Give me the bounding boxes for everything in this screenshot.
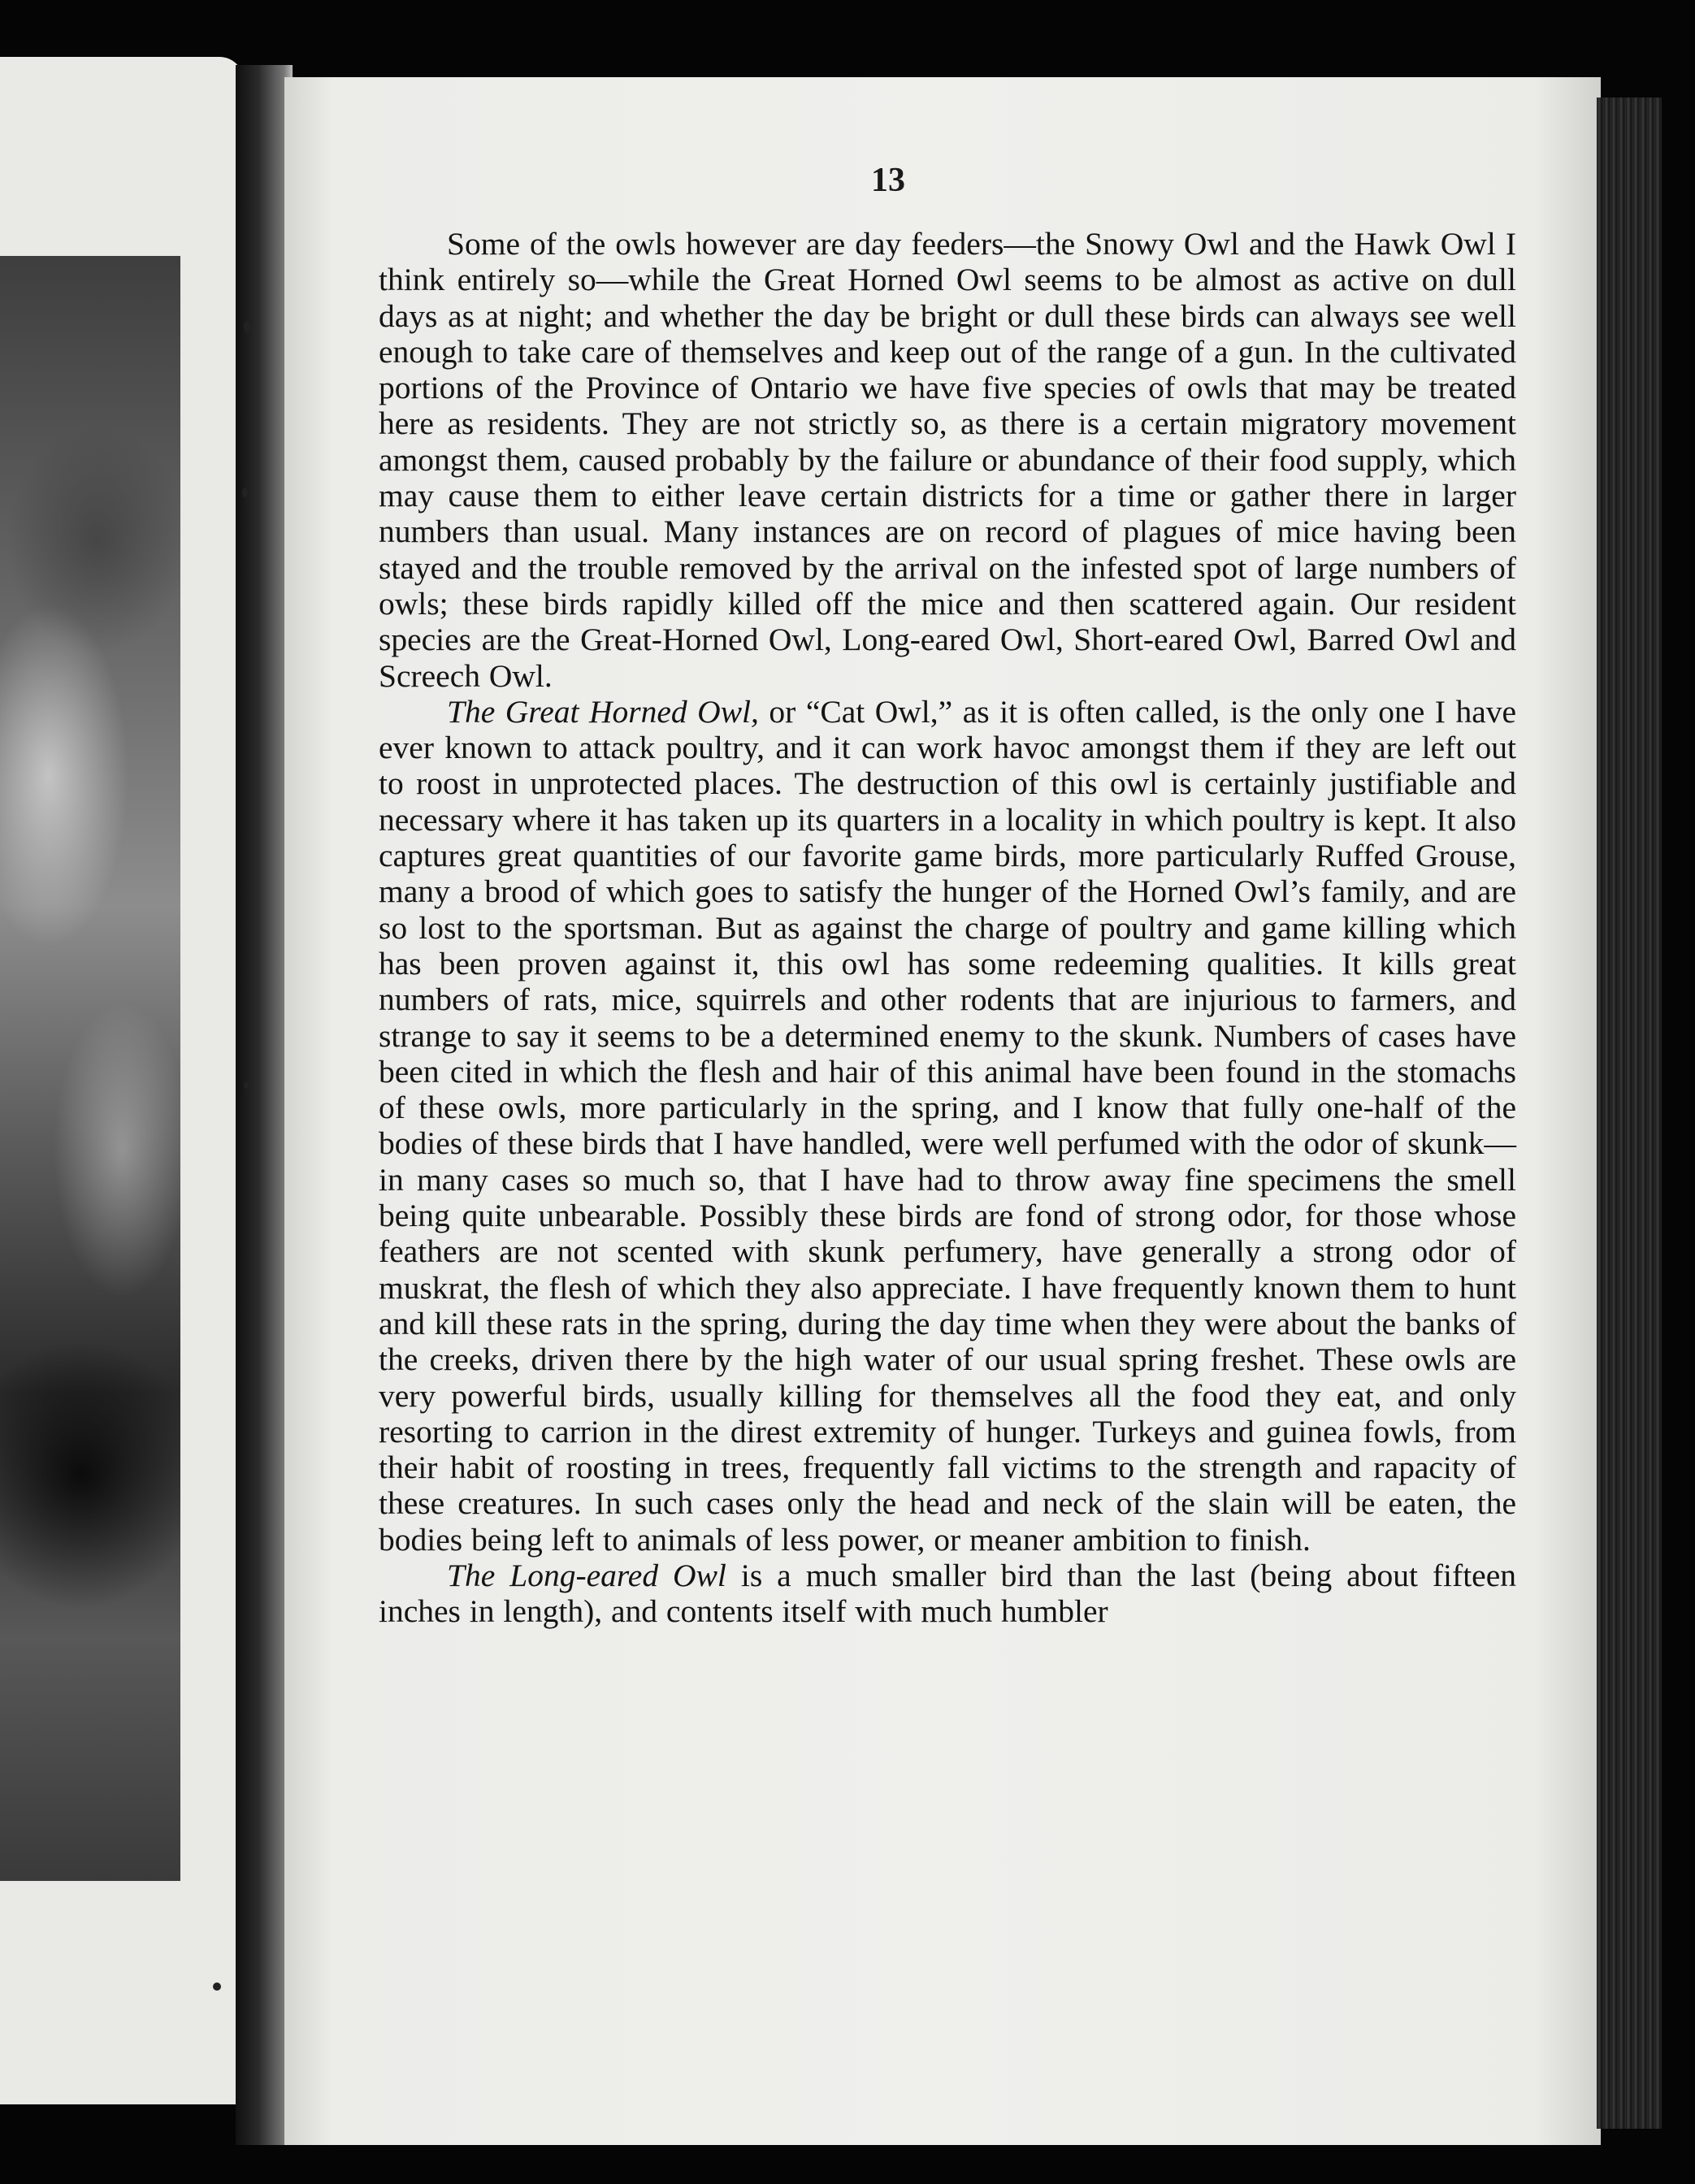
body-text	[379, 226, 1516, 1630]
scan-speck	[244, 1082, 249, 1089]
page-number: 13	[871, 162, 905, 199]
paragraph-2-text: or “Cat Owl,” as it is often called, is the only one I have ever known to attack poultry, and it can work havoc amongst them if they are left out to roost in unprotected places. The destruction of this owl is certainly justifiable and necessary where it has taken up its quarters in a locality in which poultry is kept. It also captures great quantities of our favorite game birds, more particularly Ruffed Grouse, many a brood of which goes to satisfy the hunger of the Horned Owl’s family, and are so lost to the sportsman. But as against the charge of poultry and game killing which has been proven against it, this owl has some redeeming qualities. It kills great numbers of rats, mice, squirrels and other rodents that are injurious to farmers, and strange to say it seems to be a determined enemy to the skunk. Numbers of cases have been cited in which the flesh and hair of this animal have been found in the stomachs of these owls, more particularly in the spring, and I know that fully one-half of the bodies of these birds that I have handled, were well perfumed with the odor of skunk—in many cases so much so, that I have had to throw away fine specimens the smell being quite unbearable. Possibly these birds are fond of strong odor, for those whose feathers are not scented with skunk perfumery, have generally a strong odor of muskrat, the flesh of which they also appreciate. I have frequently known them to hunt and kill these rats in the spring, during the day time when they were about the banks of the creeks, driven there by the high water of our usual spring freshet. These owls are very powerful birds, usually killing for themselves all the food they eat, and only resorting to carrion in the direst extremity of hunger. Turkeys and guinea fowls, from their habit of roosting in trees, frequently fall victims to the strength and rapacity of these creatures. In such cases only the head and neck of the slain will be eaten, the bodies being left to animals of less power, or meaner ambition to finish.	[379, 693, 1517, 1558]
scan-speck	[242, 488, 248, 497]
paragraph-3	[379, 1558, 1516, 1630]
scan-speck	[244, 321, 250, 332]
scan-speck	[213, 1982, 221, 1991]
photograph-plate	[0, 256, 180, 1881]
paragraph-1-text: Some of the owls however are day feeders—the Snowy Owl and the Hawk Owl I think entirely so—while the Great Horned Owl seems to be almost as active on dull days as at night; and whether the day be bright or dull these birds can always see well enough to take care of themselves and keep out of the range of a gun. In the cultivated portions of the Province of Ontario we have five species of owls that may be treated here as residents. They are not strictly so, as there is a certain migratory movement amongst them, caused probably by the failure or abundance of their food supply, which may cause them to either leave certain districts for a time or gather there in larger numbers than usual. Many instances are on record of plagues of mice having been stayed and the trouble removed by the arrival on the infested spot of large numbers of owls; these birds rapidly killed off the mice and then scattered again. Our resident species are the Great-Horned Owl, Long-eared Owl, Short-eared Owl, Barred Owl and Screech Owl.	[379, 226, 1516, 694]
left-page	[0, 57, 244, 2104]
paragraph-3-italic-heading: The Long-eared Owl	[447, 1557, 726, 1593]
paragraph-2-italic-heading: The Great Horned Owl,	[447, 693, 759, 730]
paragraph-1	[379, 226, 1516, 694]
paragraph-2	[379, 694, 1516, 1558]
paragraph-3-text: is a much smaller bird than the last (being about fifteen inches in length), and contents itself with much humbler	[379, 1557, 1516, 1630]
page-edges	[1597, 98, 1662, 2129]
